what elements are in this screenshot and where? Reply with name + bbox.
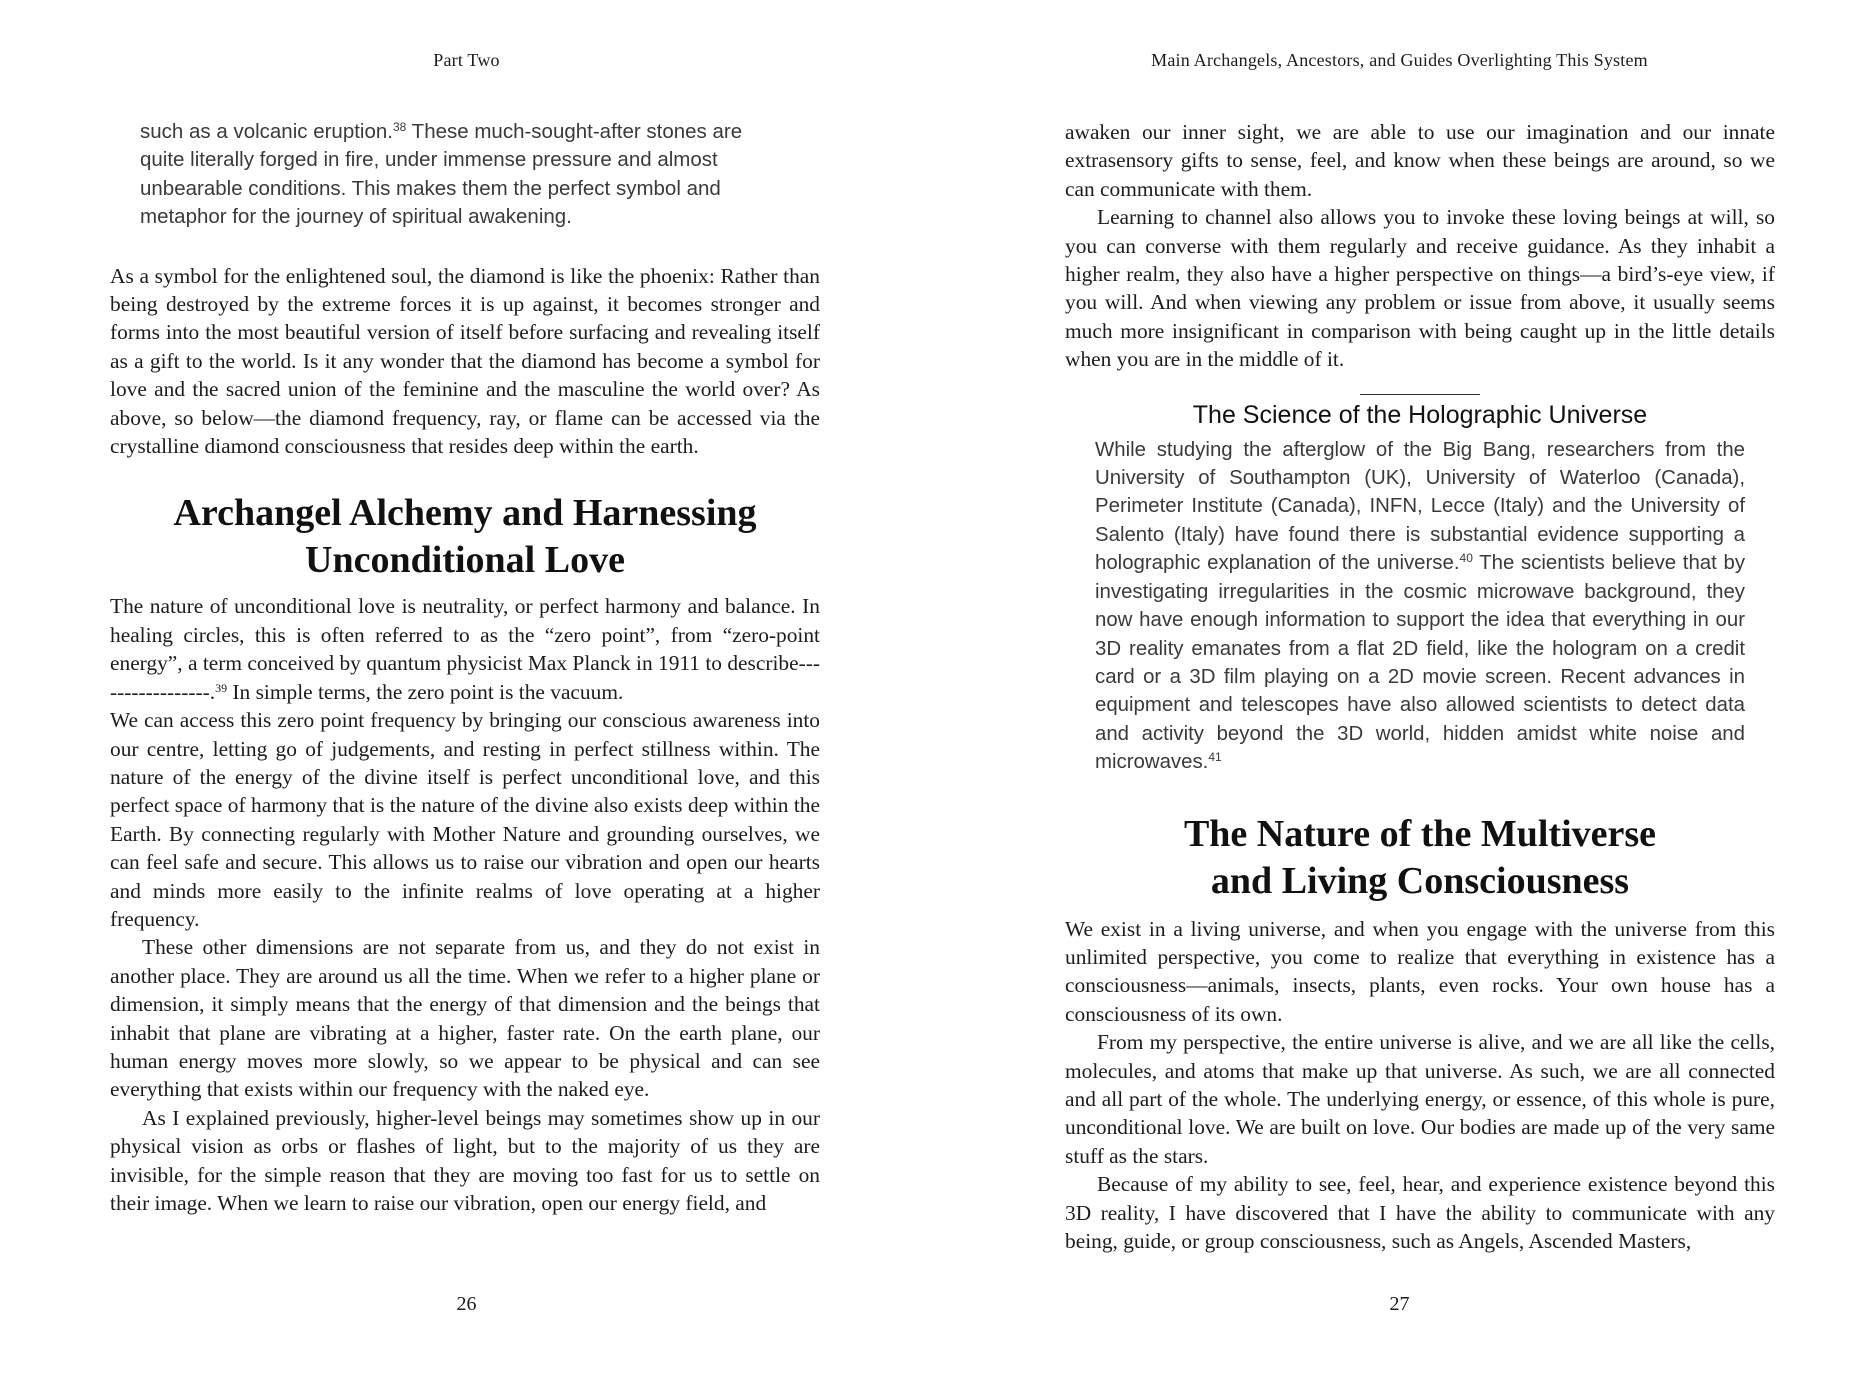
paragraph: Because of my ability to see, feel, hear, and experience existence beyond this 3D reality, I have discovered that I have the ability to communicate with any being, guide, or group consciousness, such as Angels, Ascended Masters, [1065, 1172, 1775, 1253]
sidebar-title: The Science of the Holographic Universe [1192, 400, 1648, 429]
footnote-ref: 40 [1459, 551, 1473, 566]
sidebar-box [1065, 394, 1775, 777]
right-page [933, 0, 1866, 1400]
sidebar-text: While studying the afterglow of the Big Bang, researchers from the University of Southampton (UK), University of Waterloo (Canada), Perimeter Institute (Canada), INFN, Lecce (Italy) and the University of Salento (Italy) have found there is substantial evidence supporting a holographic explanation of the universe.$^{40}$ The scientists believe that by investigating irregularities in the cosmic microwave background, they now have enough information to support the idea that everything in our 3D reality emanates from a flat 2D field, like the hologram on a credit card or a 3D film playing on a 2D movie screen. Recent advances in equipment and telescopes have also allowed scientists to detect data and activity beyond the 3D world, hidden amidst white noise and microwaves.$^{41}$ [1095, 438, 1746, 774]
paragraph: As I explained previously, higher-level beings may sometimes show up in our physical vision as orbs or flashes of light, but to the majority of us they are invisible, for the simple reason that they are moving too fast for us to settle on their image. When we learn to raise our vibration, open our energy field, and [110, 1105, 820, 1215]
paragraph: These other dimensions are not separate from us, and they do not exist in another place. They are around us all the time. When we refer to a higher plane or dimension, it simply means that the energy of that dimension and the beings that inhabit that plane are vibrating at a higher, faster rate. On the earth plane, our human energy moves more slowly, so we appear to be physical and can see everything that exists within our frequency with the naked eye. [110, 935, 820, 1102]
paragraph: As a symbol for the enlightened soul, the diamond is like the phoenix: Rather than being destroyed by the extreme forces it is up against, it becomes stronger and forms into the most beautiful version of itself before surfacing and revealing itself as a gift to the world. Is it any wonder that the diamond has become a symbol for love and the sacred union of the feminine and the masculine the world over? As above, so below—the diamond frequency, ray, or flame can be accessed via the crystalline diamond consciousness that resides deep within the earth. [110, 263, 820, 459]
footnote-ref: 39 [215, 680, 228, 695]
paragraph: The nature of unconditional love is neutrality, or perfect harmony and balance. In healing circles, this is often referred to as the “zero point”, from “zero-point energy”, a term conceived by quantum physicist Max Planck in 1911 to describe-----------------.$^{39}$ In simple terms, the zero point is the vacuum. [110, 594, 820, 704]
section-heading: Archangel Alchemy and Harnessing Unconditional Love [173, 492, 757, 582]
running-head: Part Two [433, 50, 500, 70]
page-number: 26 [456, 1293, 477, 1315]
paragraph: From my perspective, the entire universe is alive, and we are all like the cells, molecules, and atoms that make up that universe. As such, we are all connected and all part of the whole. The underlying energy, or essence, of this whole is pure, unconditional love. We are built on love. Our bodies are made up of the very same stuff as the stars. [1065, 1030, 1775, 1168]
running-head: Main Archangels, Ancestors, and Guides Overlighting This System [1151, 50, 1648, 70]
section-heading: The Nature of the Multiverse and Living Consciousness [1183, 812, 1657, 902]
footnote-ref: 38 [392, 120, 407, 134]
page-number: 27 [1389, 1293, 1410, 1315]
footnote-ref: 41 [1208, 750, 1222, 765]
block-quote: such as a volcanic eruption.$^{38}$ These much-sought-after stones are quite literally forged in fire, under immense pressure and almost unbearable conditions. This makes them the perfect symbol and metaphor for the journey of spiritual awakening. [140, 120, 743, 229]
paragraph: Learning to channel also allows you to invoke these loving beings at will, so you can converse with them regularly and receive guidance. As they inhabit a higher realm, they also have a higher perspective on things—a bird’s-eye view, if you will. And when viewing any problem or issue from above, it usually seems much more insignificant in comparison with being caught up in the little details when you are in the middle of it. [1065, 205, 1775, 372]
paragraph: We exist in a living universe, and when you engage with the universe from this unlimited perspective, you come to realize that everything in existence has a consciousness—animals, insects, plants, even rocks. Your own house has a consciousness of its own. [1065, 916, 1775, 1026]
right-body [1065, 118, 1775, 1255]
sidebar-rule [1360, 394, 1480, 395]
paragraph: awaken our inner sight, we are able to use our imagination and our innate extrasensory gifts to sense, feel, and know when these beings are around, so we can communicate with them. [1065, 120, 1775, 201]
paragraph: We can access this zero point frequency by bringing our conscious awareness into our centre, letting go of judgements, and resting in perfect stillness within. The nature of the energy of the divine itself is perfect unconditional love, and this perfect space of harmony that is the nature of the divine also exists deep within the Earth. By connecting regularly with Mother Nature and grounding ourselves, we can feel safe and secure. This allows us to raise our vibration and open our hearts and minds more easily to the infinite realms of love operating at a higher frequency. [110, 708, 820, 931]
left-body [110, 118, 820, 1217]
